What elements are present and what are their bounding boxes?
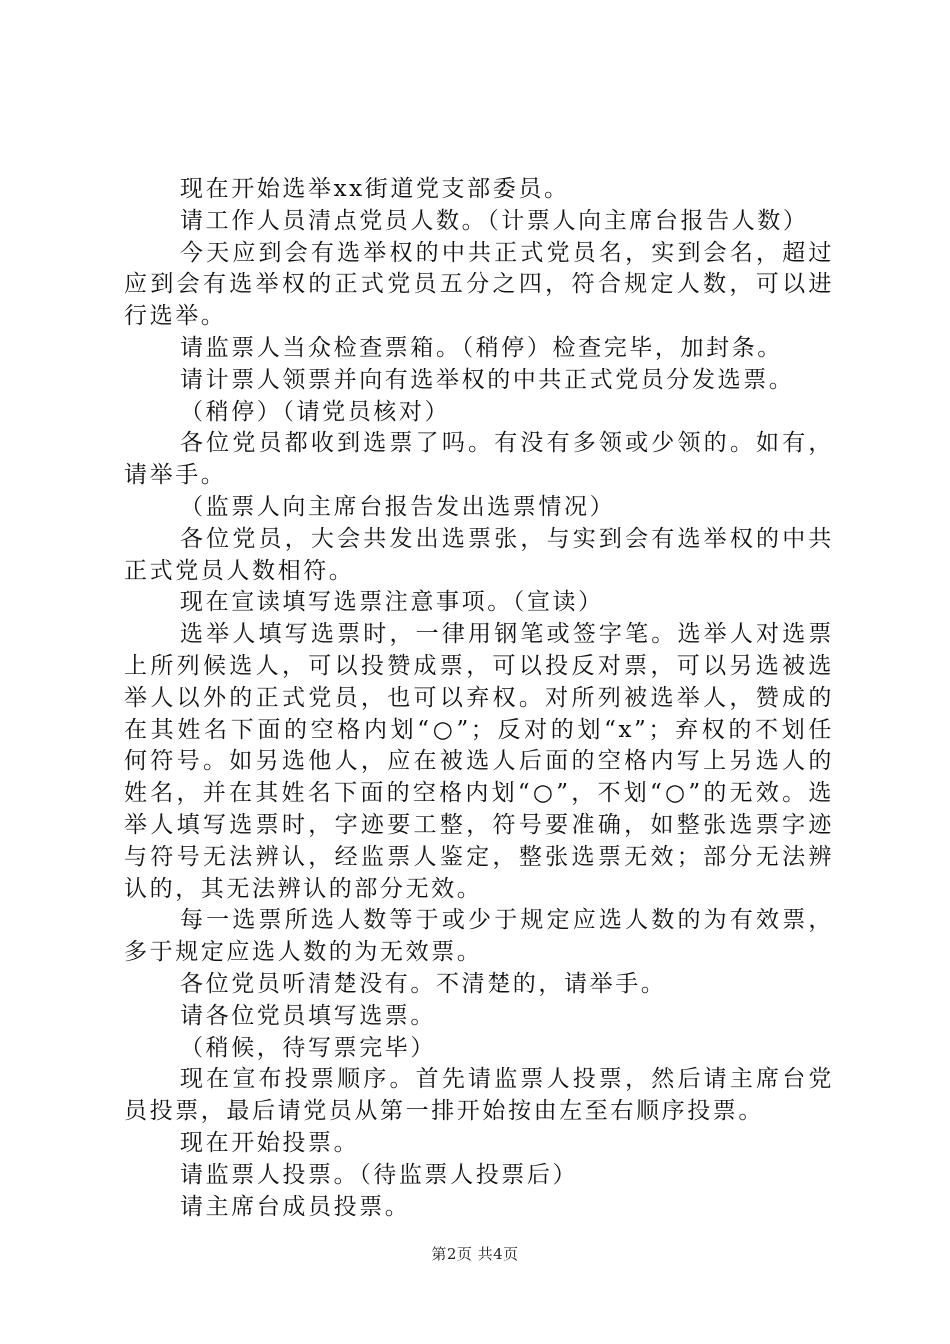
paragraph: （稍停）（请党员核对） <box>180 398 451 425</box>
paragraph: 现在开始选举xx街道党支部委员。 <box>180 176 570 202</box>
paragraph: 请各位党员填写选票。 <box>180 1002 436 1029</box>
paragraph: 每一选票所选人数等于或少于规定应选人数的为有效票，多于规定应选人数的为无效票。 <box>124 907 834 966</box>
page-number-footer: 第2页 共4页 <box>431 1245 519 1263</box>
paragraph: 请监票人投票。（待监票人投票后） <box>180 1161 579 1188</box>
paragraph: 请主席台成员投票。 <box>180 1193 411 1220</box>
paragraph: 各位党员听清楚没有。不清楚的，请举手。 <box>180 970 667 997</box>
paragraph: 请计票人领票并向有选举权的中共正式党员分发选票。 <box>180 366 795 393</box>
document-body <box>124 174 834 1223</box>
paragraph: （稍候，待写票完毕） <box>180 1034 436 1061</box>
paragraph: 现在宣布投票顺序。首先请监票人投票，然后请主席台党员投票，最后请党员从第一排开始按由左至右顺序投票。 <box>124 1066 834 1125</box>
paragraph: 请监票人当众检查票箱。（稍停）检查完毕，加封条。 <box>180 334 783 361</box>
paragraph: 请工作人员清点党员人数。（计票人向主席台报告人数） <box>180 207 809 234</box>
paragraph: 各位党员，大会共发出选票张，与实到会有选举权的中共正式党员人数相符。 <box>124 525 834 584</box>
paragraph: 选举人填写选票时，一律用钢笔或签字笔。选举人对选票上所列候选人，可以投赞成票，可以投反对票，可以另选被选举人以外的正式党员，也可以弃权。对所列被选举人，赞成的在其姓名下面的空格内划“○”；反对的划“x”；弃权的不划任何符号。如另选他人，应在被选人后面的空格内写上另选人的姓名，并在其姓名下面的空格内划“○”，不划“○”的无效。选举人填写选票时，字迹要工整，符号要准确，如整张选票字迹与符号无法辨认，经监票人鉴定，整张选票无效；部分无法辨认的，其无法辨认的部分无效。 <box>124 621 834 902</box>
paragraph: （监票人向主席台报告发出选票情况） <box>180 493 616 520</box>
paragraph: 现在宣读填写选票注意事项。（宣读） <box>180 589 604 616</box>
paragraph: 各位党员都收到选票了吗。有没有多领或少领的。如有，请举手。 <box>124 430 834 489</box>
paragraph: 现在开始投票。 <box>180 1129 360 1156</box>
paragraph: 今天应到会有选举权的中共正式党员名，实到会名，超过应到会有选举权的正式党员五分之四，符合规定人数，可以进行选举。 <box>124 239 834 330</box>
